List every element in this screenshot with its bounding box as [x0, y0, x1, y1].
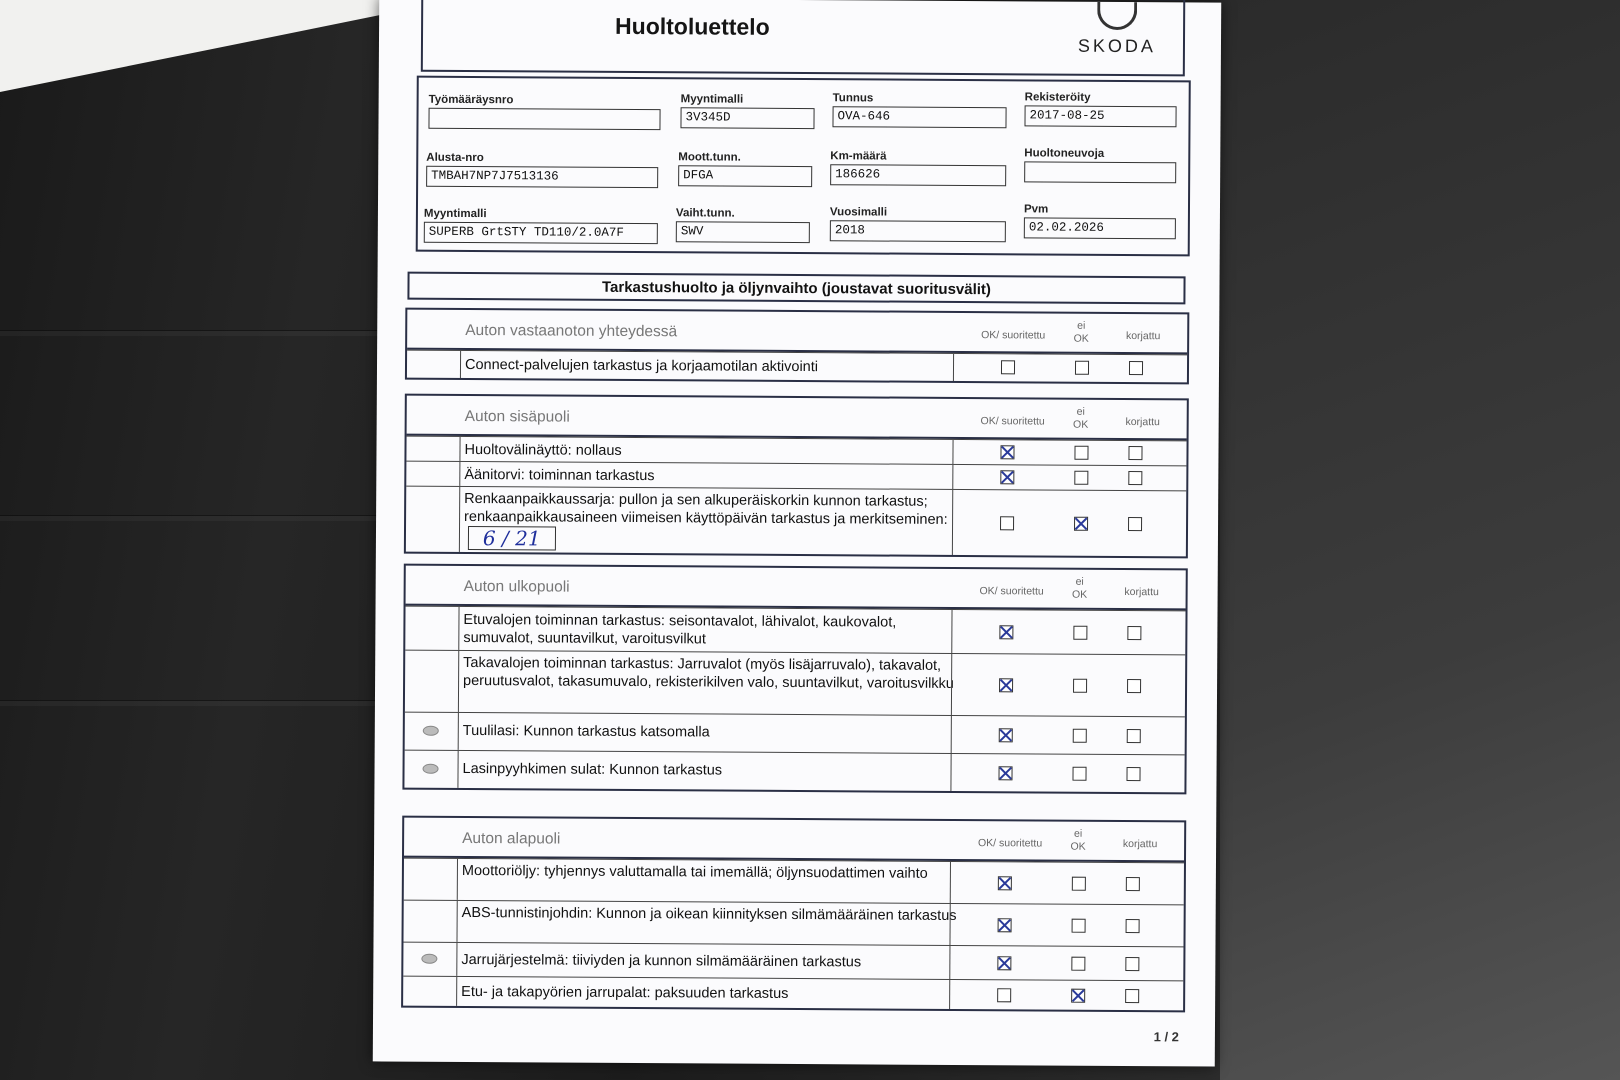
field-moott-tunn: Moott.tunn. DFGA — [678, 151, 812, 187]
col-ok-header: OK/ suoritettu — [979, 585, 1044, 598]
section-vastaanotto — [405, 308, 1189, 385]
row-text: Tuulilasi: Kunnon tarkastus katsomalla — [462, 722, 710, 741]
section-title: Auton alapuoli — [462, 829, 561, 848]
checklist-row — [403, 900, 1183, 947]
checkbox-korjattu[interactable] — [1127, 626, 1141, 640]
section-header — [406, 566, 1186, 611]
background-paper-corner — [0, 0, 400, 92]
row-text: ABS-tunnistinjohdin: Kunnon ja oikean kiinnityksen silmämääräinen tarkastus — [461, 904, 957, 924]
checkbox-ei-ok[interactable] — [1073, 679, 1087, 693]
checkbox-korjattu[interactable] — [1127, 679, 1141, 693]
section-title: Auton sisäpuoli — [464, 407, 570, 426]
row-text: Huoltovälinäyttö: nollaus — [464, 441, 622, 459]
row-text: Lasinpyyhkimen sulat: Kunnon tarkastus — [462, 760, 723, 779]
section-title: Auton vastaanoton yhteydessä — [465, 321, 678, 341]
seat-seam — [0, 515, 380, 521]
checkbox-ei-ok[interactable] — [1072, 919, 1086, 933]
checklist-row — [404, 750, 1184, 793]
field-tunnus: Tunnus OVA-646 — [832, 92, 1006, 128]
field-huoltoneuvoja: Huoltoneuvoja — [1024, 147, 1176, 183]
checklist-row — [403, 942, 1183, 981]
field-myyntimalli-name: Myyntimalli SUPERB GrtSTY TD110/2.0A7F — [424, 208, 658, 244]
seat-seam — [0, 330, 380, 336]
field-myyntimalli-code: Myyntimalli 3V345D — [680, 93, 814, 129]
eye-icon — [421, 954, 437, 964]
checkbox-korjattu[interactable] — [1128, 517, 1142, 531]
checkbox-ok[interactable] — [1000, 470, 1014, 484]
section-title: Auton ulkopuoli — [463, 577, 570, 596]
checkbox-ei-ok[interactable] — [1075, 361, 1089, 375]
seat-seam — [0, 700, 380, 706]
checkbox-korjattu[interactable] — [1126, 877, 1140, 891]
checkbox-ok[interactable] — [1000, 516, 1014, 530]
field-vaiht-tunn: Vaiht.tunn. SWV — [676, 207, 810, 243]
checklist-title: Tarkastushuolto ja öljynvaihto (joustavat suoritusvälit) — [407, 272, 1185, 305]
section-header — [407, 310, 1187, 355]
checkbox-ei-ok[interactable] — [1072, 767, 1086, 781]
checkbox-ei-ok[interactable] — [1074, 446, 1088, 460]
checkbox-ok[interactable] — [999, 678, 1013, 692]
document-header — [421, 0, 1185, 76]
col-ok-header: OK/ suoritettu — [980, 415, 1045, 428]
section-header — [404, 818, 1184, 863]
vehicle-info — [416, 76, 1191, 257]
col-korjattu-header: korjattu — [1124, 586, 1159, 599]
row-text: Renkaanpaikkaussarja: pullon ja sen alkuperäiskorkin kunnon tarkastus; renkaanpaikkausaineen viimeisen käyttöpäivän tarkastus ja merkitseminen: 6 / 21 — [464, 490, 948, 551]
checkbox-korjattu[interactable] — [1125, 989, 1139, 1003]
checkbox-korjattu[interactable] — [1128, 446, 1142, 460]
checkbox-ok[interactable] — [998, 918, 1012, 932]
row-text: Moottoriöljy: tyhjennys valuttamalla tai imemällä; öljynsuodattimen vaihto — [461, 862, 928, 882]
row-text: Etuvalojen toiminnan tarkastus: seisontavalot, lähivalot, kaukovalot, sumuvalot, suuntavilkut, varoitusvilkut — [463, 611, 897, 648]
checklist-row — [405, 606, 1185, 655]
eye-icon — [423, 764, 439, 774]
col-ok-header: OK/ suoritettu — [981, 329, 1046, 342]
section-sisapuoli — [404, 394, 1189, 559]
brand-name: SKODA — [1077, 35, 1157, 57]
checkbox-korjattu[interactable] — [1129, 361, 1143, 375]
checkbox-ei-ok[interactable] — [1073, 626, 1087, 640]
col-korjattu-header: korjattu — [1125, 416, 1160, 429]
col-korjattu-header: korjattu — [1125, 330, 1161, 343]
service-checklist-document — [373, 0, 1221, 1067]
col-ei-ok-header: ei OK — [1073, 319, 1089, 345]
checkbox-ok[interactable] — [997, 988, 1011, 1002]
checkbox-ok[interactable] — [998, 876, 1012, 890]
section-ulkopuoli — [402, 564, 1187, 795]
section-alapuoli — [401, 816, 1186, 1013]
background-seat — [1220, 0, 1620, 1080]
field-alusta-nro: Alusta-nro TMBAH7NP7J7513136 — [426, 152, 658, 188]
eye-icon — [423, 726, 439, 736]
col-ei-ok-header: ei OK — [1071, 575, 1088, 601]
col-ei-ok-header: ei OK — [1073, 405, 1089, 431]
section-header — [407, 396, 1187, 441]
checkbox-korjattu[interactable] — [1127, 729, 1141, 743]
checkbox-ei-ok[interactable] — [1074, 471, 1088, 485]
checkbox-ei-ok[interactable] — [1071, 989, 1085, 1003]
checklist-row — [407, 350, 1187, 383]
checkbox-ok[interactable] — [997, 956, 1011, 970]
field-tyomaaraysnro: Työmääräysnro — [428, 94, 660, 130]
checklist-row — [404, 858, 1184, 905]
checkbox-ok[interactable] — [998, 766, 1012, 780]
skoda-emblem-icon — [1097, 2, 1137, 30]
checkbox-ei-ok[interactable] — [1073, 729, 1087, 743]
col-ei-ok-header: ei OK — [1070, 827, 1086, 853]
checkbox-ei-ok[interactable] — [1072, 877, 1086, 891]
field-vuosimalli: Vuosimalli 2018 — [830, 206, 1006, 242]
field-km-maara: Km-määrä 186626 — [830, 150, 1006, 186]
row-text: Connect-palvelujen tarkastus ja korjaamotilan aktivointi — [464, 356, 819, 376]
checkbox-ok[interactable] — [999, 728, 1013, 742]
checklist-row — [405, 712, 1185, 755]
checkbox-korjattu[interactable] — [1125, 957, 1139, 971]
row-text: Takavalojen toiminnan tarkastus: Jarruvalot (myös lisäjarruvalo), takavalot, peruutusvalot, takasumuvalo, rekisterikilven valo, suuntavilkut, varoitusvilkku — [463, 654, 954, 692]
checkbox-korjattu[interactable] — [1126, 767, 1140, 781]
checkbox-ok[interactable] — [999, 625, 1013, 639]
checkbox-ok[interactable] — [1001, 360, 1015, 374]
col-ok-header: OK/ suoritettu — [977, 837, 1043, 850]
row-text: Äänitorvi: toiminnan tarkastus — [464, 466, 655, 485]
col-korjattu-header: korjattu — [1122, 837, 1158, 851]
checkbox-korjattu[interactable] — [1128, 471, 1142, 485]
field-pvm: Pvm 02.02.2026 — [1024, 203, 1176, 239]
page-number: 1 / 2 — [1153, 1029, 1179, 1045]
checklist-row — [405, 650, 1185, 717]
skoda-logo — [1067, 2, 1167, 58]
checkbox-ei-ok[interactable] — [1071, 957, 1085, 971]
checkbox-ei-ok[interactable] — [1074, 517, 1088, 531]
checkbox-korjattu[interactable] — [1126, 919, 1140, 933]
row-text: Jarrujärjestelmä: tiiviyden ja kunnon silmämääräinen tarkastus — [461, 951, 862, 971]
row-text: Etu- ja takapyörien jarrupalat: paksuuden tarkastus — [461, 983, 789, 1002]
checklist-row — [406, 486, 1186, 557]
document-title: Huoltoluettelo — [615, 12, 770, 40]
field-rekisteroity: Rekisteröity 2017-08-25 — [1024, 91, 1176, 127]
checklist-row — [403, 976, 1183, 1011]
checkbox-ok[interactable] — [1000, 445, 1014, 459]
handwritten-date: 6 / 21 — [468, 526, 556, 551]
